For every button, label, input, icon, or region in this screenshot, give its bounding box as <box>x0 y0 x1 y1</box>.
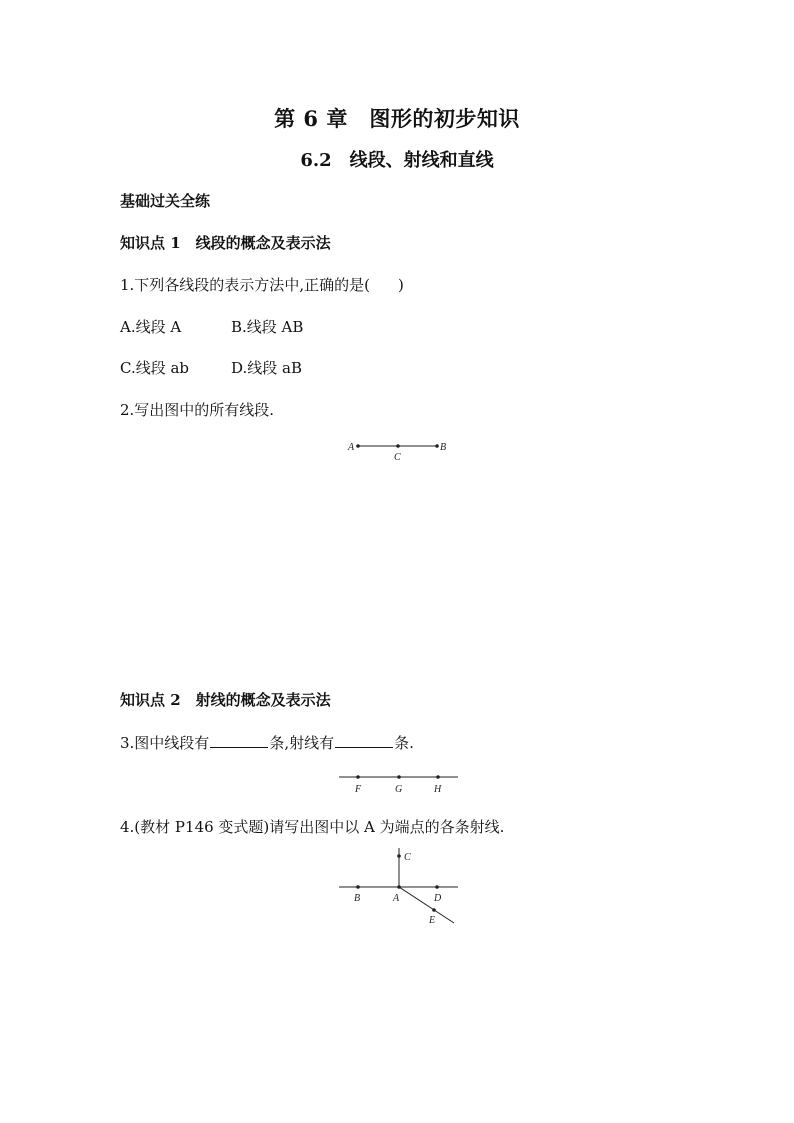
question-1-close-paren: ) <box>397 276 404 294</box>
label-g: G <box>395 784 403 795</box>
question-3-part-2: 条,射线有 <box>269 734 335 752</box>
label-f: F <box>355 784 362 795</box>
point-b <box>356 885 360 889</box>
line-fgh-figure <box>335 768 465 798</box>
question-3-part-1: 3.图中线段有 <box>120 734 210 752</box>
point-c <box>397 854 401 858</box>
label-h: H <box>434 784 442 795</box>
label-a: A <box>348 442 355 453</box>
label-a: A <box>393 893 400 904</box>
question-1-stem <box>120 274 404 295</box>
question-3-part-3: 条. <box>394 734 414 752</box>
question-4-stem: 4.(教材 P146 变式题)请写出图中以 A 为端点的各条射线. <box>120 818 505 836</box>
question-1-option-b: B.线段 AB <box>231 318 304 336</box>
ray-count-blank <box>335 733 393 748</box>
question-1-option-a: A.线段 A <box>120 318 182 336</box>
rays-from-a-figure <box>330 845 470 930</box>
point-c <box>396 444 400 448</box>
practice-heading: 基础过关全练 <box>120 192 211 210</box>
point-g <box>397 775 401 779</box>
point-d <box>435 885 439 889</box>
section-title: 6.2 线段、射线和直线 <box>300 150 494 171</box>
point-b <box>435 444 439 448</box>
question-1-stem-text: 1.下列各线段的表示方法中,正确的是( <box>120 276 370 294</box>
label-b: B <box>440 442 447 453</box>
label-b: B <box>354 893 361 904</box>
point-a <box>397 885 401 889</box>
question-3-stem <box>120 732 414 753</box>
label-c: C <box>394 452 401 463</box>
point-e <box>432 908 436 912</box>
segment-acb-figure <box>340 436 460 466</box>
label-c: C <box>404 852 411 863</box>
label-d: D <box>434 893 442 904</box>
knowledge-point-1-heading: 知识点 1 线段的概念及表示法 <box>120 234 331 252</box>
question-1-option-d: D.线段 aB <box>231 359 302 377</box>
point-h <box>436 775 440 779</box>
point-f <box>356 775 360 779</box>
label-e: E <box>429 915 436 926</box>
question-1-option-c: C.线段 ab <box>120 359 190 377</box>
knowledge-point-2-heading: 知识点 2 射线的概念及表示法 <box>120 691 331 709</box>
question-2-stem: 2.写出图中的所有线段. <box>120 401 275 419</box>
segment-count-blank <box>210 733 268 748</box>
chapter-title: 第 6 章 图形的初步知识 <box>274 106 520 131</box>
oblique-line-ae <box>399 887 454 923</box>
point-a <box>356 444 360 448</box>
